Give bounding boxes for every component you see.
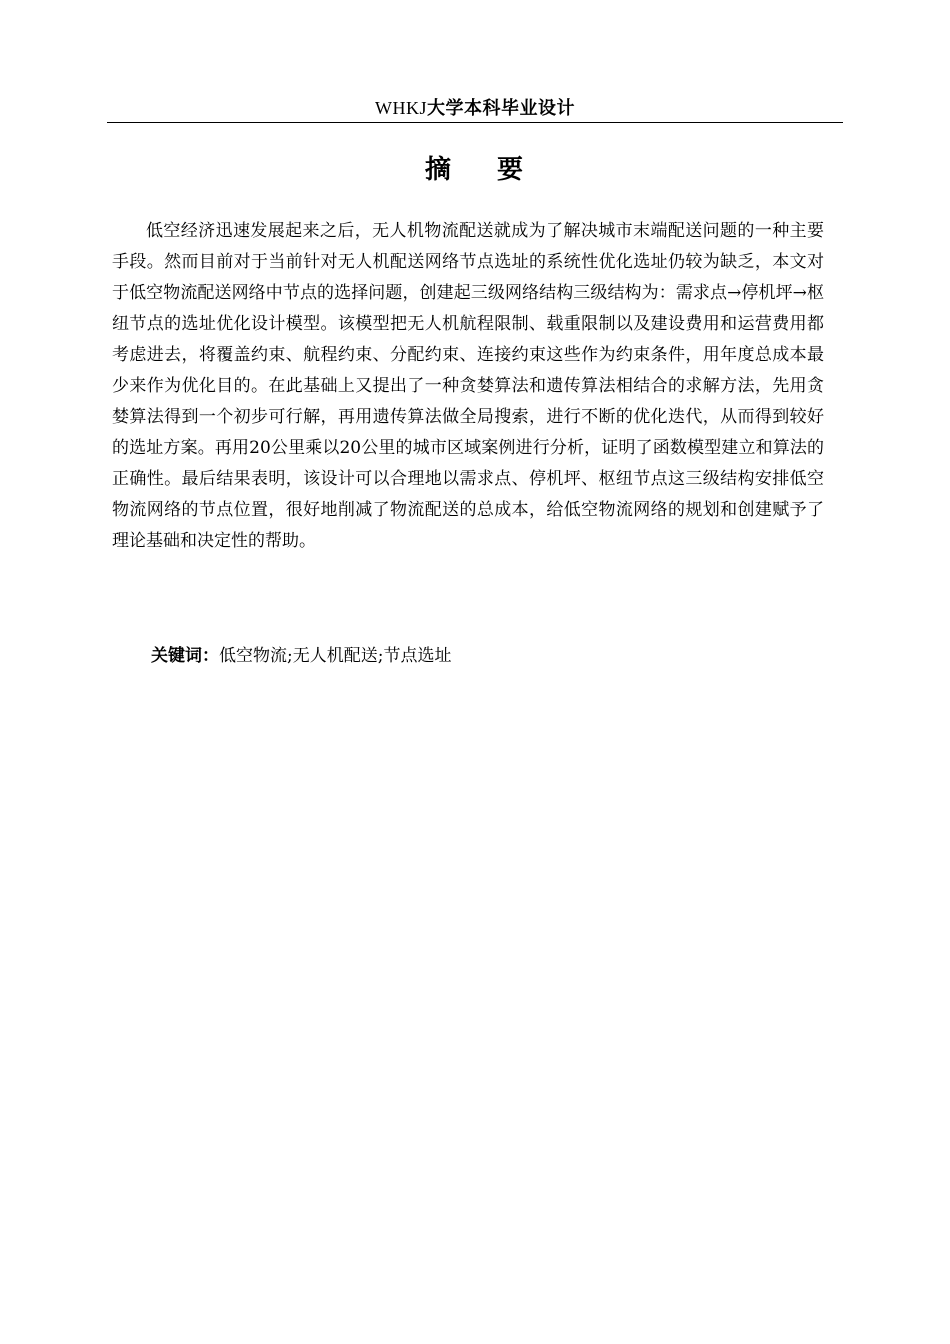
title-char-1: 摘 [424,155,453,185]
abstract-body: 低空经济迅速发展起来之后，无人机物流配送就成为了解决城市末端配送问题的一种主要手段。然而目前对于当前针对无人机配送网络节点选址的系统性优化选址仍较为缺乏，本文对于低空物流配送网络中节点的选择问题，创建起三级网络结构三级结构为：需求点→停机坪→枢纽节点的选址优化设计模型。该模型把无人机航程限制、载重限制以及建设费用和运营费用都考虑进去，将覆盖约束、航程约束、分配约束、连接约束这些作为约束条件，用年度总成本最少来作为优化目的。在此基础上又提出了一种贪婪算法和遗传算法相结合的求解方法，先用贪婪算法得到一个初步可行解，再用遗传算法做全局搜索，进行不断的优化迭代，从而得到较好的选址方案。再用20公里乘以20公里的城市区域案例进行分析，证明了函数模型建立和算法的正确性。最后结果表明，该设计可以合理地以需求点、停机坪、枢纽节点这三级结构安排低空物流网络的节点位置，很好地削减了物流配送的总成本，给低空物流网络的规划和创建赋予了理论基础和决定性的帮助。 [112,221,824,551]
header-prefix: WHKJ [375,98,427,118]
abstract-title [0,150,950,190]
keywords-value: 低空物流;无人机配送;节点选址 [219,646,452,666]
title-char-2: 要 [497,155,526,185]
page-header [107,94,843,123]
keywords-line [151,641,451,672]
header-text: 大学本科毕业设计 [427,98,575,119]
keywords-label: 关键词： [151,646,219,666]
